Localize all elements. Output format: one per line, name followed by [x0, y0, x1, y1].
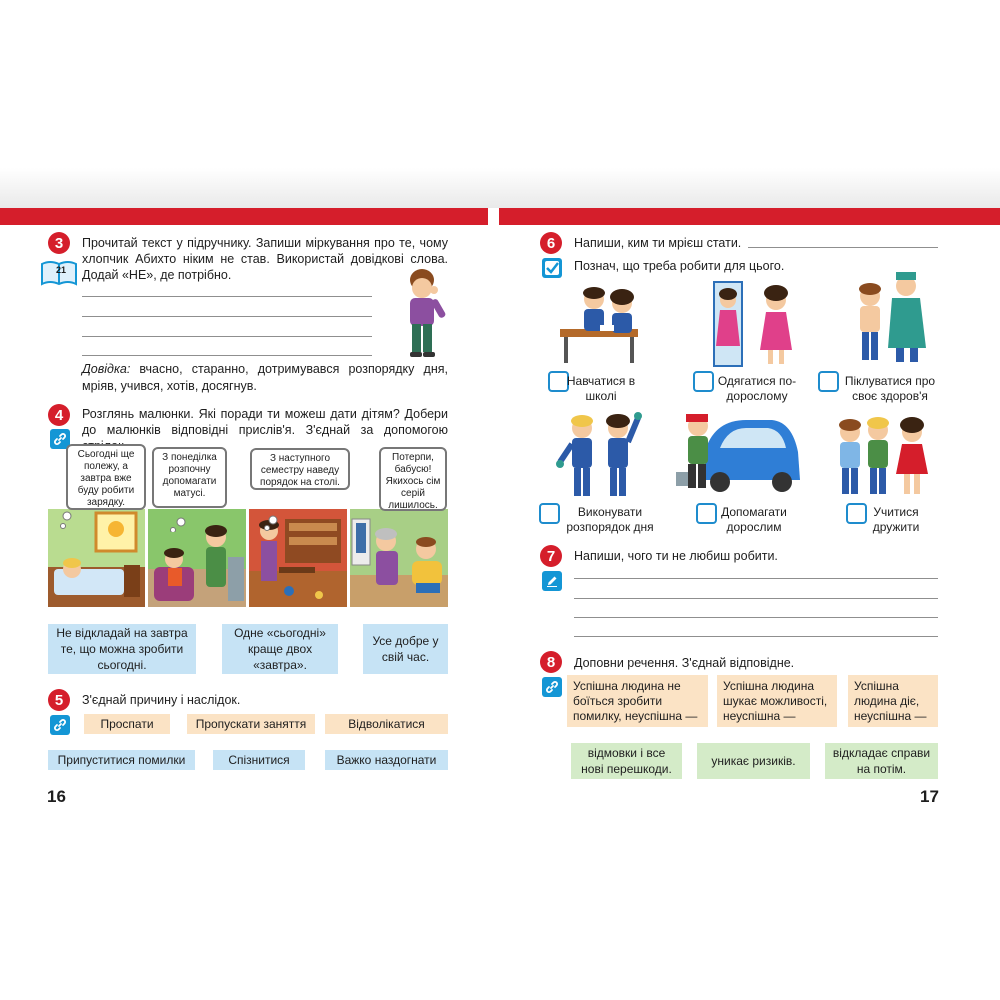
write-line[interactable]: [82, 296, 372, 297]
children-exercising-illustration: [556, 408, 642, 500]
write-line[interactable]: [574, 578, 938, 579]
write-line[interactable]: [574, 617, 938, 618]
link-icon: [50, 715, 70, 735]
sentence-ending-3[interactable]: відкладає справи на потім.: [825, 743, 938, 779]
task-7-text: Напиши, чого ти не любиш робити.: [574, 549, 778, 563]
hint-label: Довідка:: [82, 362, 131, 376]
task-5-number: 5: [48, 689, 70, 711]
task-4-text: Розглянь малюнки. Які поради ти можеш дати дітям? Добери до малюнків відповідні прислів'я. З'єднай за допомогою: [82, 407, 448, 437]
option-checkbox-3[interactable]: [818, 371, 839, 392]
sentence-start-2[interactable]: Успішна людина шукає можливості, неуспішна —: [717, 675, 837, 727]
sentence-start-3[interactable]: Успішна людина діє, неуспішна —: [848, 675, 938, 727]
dream-answer-line[interactable]: [748, 247, 938, 248]
children-at-school-illustration: [556, 285, 642, 365]
write-line[interactable]: [82, 336, 372, 337]
speech-bubble-3: З наступного семестру наведу порядок на столі.: [250, 448, 350, 490]
task-8-number: 8: [540, 651, 562, 673]
option-checkbox-5[interactable]: [696, 503, 717, 524]
sentence-ending-2[interactable]: уникає ризиків.: [697, 743, 810, 779]
task-6-subtext: Познач, що треба робити для цього.: [574, 259, 785, 273]
thinking-boy-illustration: [396, 268, 452, 360]
option-label-6: Учитися дружити: [872, 505, 920, 534]
task-4-number: 4: [48, 404, 70, 426]
option-label-1: Навчатися в школі: [566, 374, 636, 403]
page-top-shade: [0, 168, 1000, 208]
checkbox-checked-icon: [542, 258, 562, 278]
task-8-text: Доповни речення. З'єднай відповідне.: [574, 656, 795, 670]
write-line[interactable]: [574, 598, 938, 599]
task-3-hint: [82, 361, 448, 395]
book-page-ref: 21: [56, 265, 67, 275]
task-3-number: 3: [48, 232, 70, 254]
write-line[interactable]: [574, 636, 938, 637]
task-3-text: Прочитай текст у підручнику. Запиши міркування про те, чому хлопчик Абихто ніким не став. Використай довідкові слова. Додай «НЕ», де потрібно.: [82, 236, 448, 282]
cause-card-2[interactable]: Пропускати заняття: [187, 714, 315, 734]
task-6-number: 6: [540, 232, 562, 254]
hint-words: вчасно, старанно, дотримувався розпорядку дня, мріяв, учився, хотів, досягнув.: [82, 362, 448, 393]
sentence-ending-1[interactable]: відмовки і все нові перешкоди.: [571, 743, 682, 779]
effect-card-2[interactable]: Спізнитися: [213, 750, 305, 770]
pencil-icon: [542, 571, 562, 591]
left-red-header-bar: [0, 208, 488, 225]
cause-card-3[interactable]: Відволікатися: [325, 714, 448, 734]
proverb-card-1[interactable]: Не відкладай на завтра те, що можна зробити сьогодні.: [48, 624, 196, 674]
option-checkbox-6[interactable]: [846, 503, 867, 524]
write-line[interactable]: [82, 355, 372, 356]
task-6-text: Напиши, ким ти мрієш стати.: [574, 236, 742, 250]
effect-card-1[interactable]: Припуститися помилки: [48, 750, 195, 770]
speech-bubble-4: Потерпи, бабусю! Якихось сім серій лишилось.: [379, 447, 447, 511]
speech-bubble-1: Сьогодні ще полежу, а завтра вже буду робити зарядку.: [66, 444, 146, 510]
children-friends-illustration: [832, 410, 936, 498]
write-line[interactable]: [82, 316, 372, 317]
doctor-examining-boy-illustration: [852, 268, 932, 368]
page-number-left: 16: [47, 787, 66, 806]
task-5-text: З'єднай причину і наслідок.: [82, 693, 241, 707]
task-7-number: 7: [540, 545, 562, 567]
proverb-card-3[interactable]: Усе добре у свій час.: [363, 624, 448, 674]
cause-card-1[interactable]: Проспати: [84, 714, 170, 734]
book-icon: [40, 258, 78, 288]
effect-card-3[interactable]: Важко наздогнати: [325, 750, 448, 770]
boy-washing-car-illustration: [676, 408, 804, 498]
right-red-header-bar: [499, 208, 1000, 225]
sentence-start-1[interactable]: Успішна людина не боїться зробити помилку, неуспішна —: [567, 675, 708, 727]
girl-in-mirror-illustration: [712, 280, 802, 368]
option-label-3: Піклуватися про своє здоров'я: [844, 374, 936, 403]
option-label-5: Допомагати дорослим: [721, 505, 787, 534]
page-number-right: 17: [920, 787, 939, 806]
option-label-4: Виконувати розпорядок дня: [566, 505, 654, 534]
option-label-2: Одягатися по-дорослому: [717, 374, 797, 403]
link-icon: [542, 677, 562, 697]
proverb-card-2[interactable]: Одне «сьогодні» краще двох «завтра».: [222, 624, 338, 674]
option-checkbox-4[interactable]: [539, 503, 560, 524]
speech-bubble-2: З понеділка розпочну допомагати матусі.: [152, 447, 227, 508]
